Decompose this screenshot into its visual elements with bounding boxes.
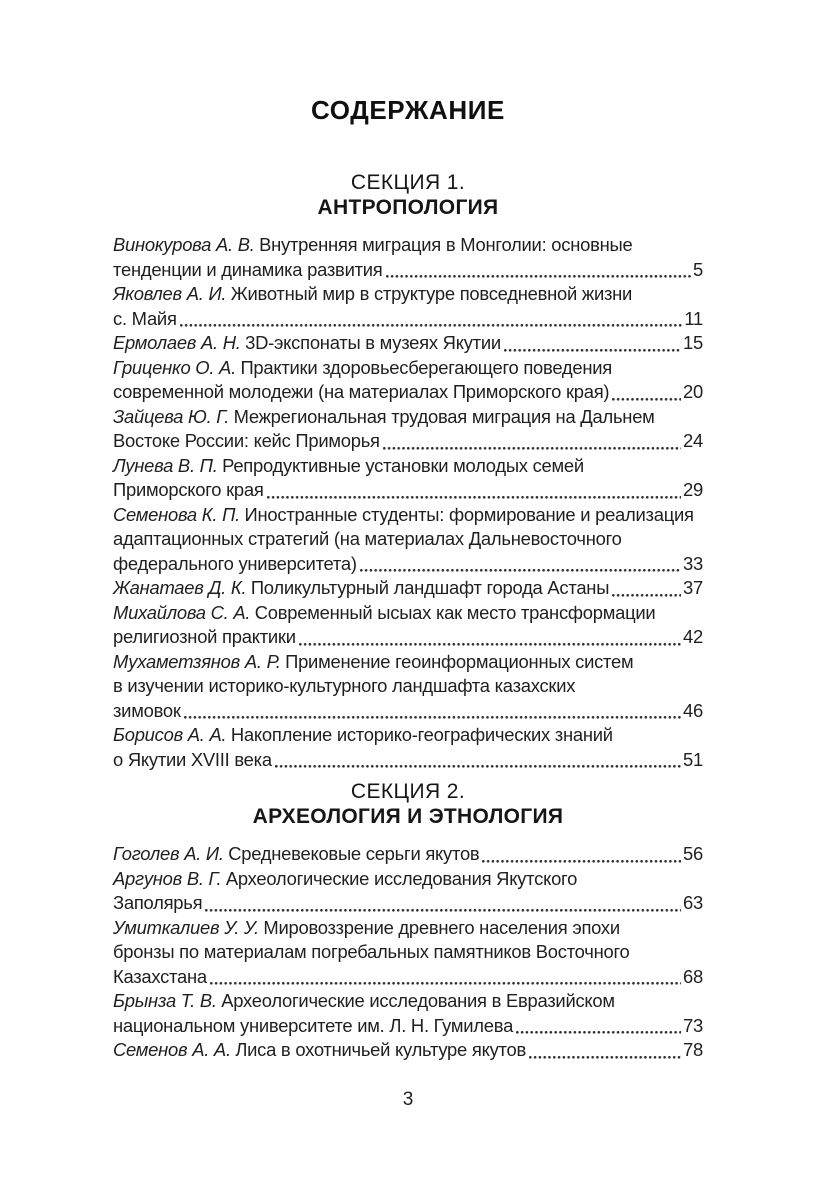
entry-title-text: Мировоззрение древнего населения эпохи <box>263 916 620 938</box>
toc-sections <box>113 170 703 1063</box>
entry-title-text: Иностранные студенты: формирование и реализация <box>244 503 694 525</box>
entry-author: Мухаметзянов А. Р. <box>113 650 281 672</box>
toc-entry-line <box>113 674 703 699</box>
toc-entry-line <box>113 527 703 552</box>
toc-entry <box>113 1038 703 1063</box>
toc-content <box>113 0 703 1190</box>
toc-entry-line <box>113 503 703 528</box>
entry-title-text: Приморского края <box>113 479 264 500</box>
toc-entry-line <box>113 1014 703 1039</box>
toc-entry-line <box>113 429 703 454</box>
toc-entry <box>113 282 703 331</box>
section-title: АРХЕОЛОГИЯ И ЭТНОЛОГИЯ <box>252 805 564 828</box>
entry-author: Борисов А. А. <box>113 724 227 745</box>
entry-author: Гриценко О. А. <box>113 356 236 378</box>
entry-title-text: зимовок <box>113 699 181 721</box>
entry-title-text: Археологические исследования в Евразийском <box>221 990 615 1011</box>
entry-title-text: в изучении историко-культурного ландшафта казахских <box>113 675 576 696</box>
entry-title-text: Востоке России: кейс Приморья <box>113 430 380 451</box>
entry-author: Умиткалиев У. У. <box>113 916 259 938</box>
entry-author: Лунева В. П. <box>113 454 218 476</box>
toc-entry <box>113 503 703 577</box>
entry-author: Винокурова А. В. <box>113 234 255 255</box>
entry-title-text: Животный мир в структуре повседневной жизни <box>230 283 633 304</box>
entry-title-text: Заполярья <box>113 892 203 913</box>
toc-entry-line <box>113 282 703 307</box>
toc-entry <box>113 454 703 503</box>
entry-title-text: Археологические исследования Якутского <box>225 867 578 889</box>
section-number: СЕКЦИЯ 1. <box>350 171 466 194</box>
entry-page-number: 56 <box>683 843 703 864</box>
entry-page-number: 63 <box>683 892 703 913</box>
toc-section <box>113 170 703 772</box>
entry-title-text: религиозной практики <box>113 626 296 647</box>
toc-entry-line <box>113 478 703 503</box>
section-entries <box>113 842 703 1063</box>
dot-leader <box>267 478 681 503</box>
dot-leader <box>180 307 683 332</box>
dot-leader <box>529 1038 681 1063</box>
entry-title-text: Лиса в охотничьей культуре якутов <box>235 1039 526 1060</box>
entry-author: Аргунов В. Г. <box>113 867 222 889</box>
dot-leader <box>504 331 681 356</box>
entry-title-text: Межрегиональная трудовая миграция на Дальнем <box>233 405 655 427</box>
folio-page-number: 3 <box>402 1089 414 1110</box>
dot-leader <box>386 258 692 283</box>
dot-leader <box>482 842 681 867</box>
dot-leader <box>612 576 681 601</box>
toc-entry-line <box>113 625 703 650</box>
entry-title-text: современной молодежи (на материалах Приморского края) <box>113 381 610 402</box>
section-heading <box>113 170 703 220</box>
entry-title-text: Репродуктивные установки молодых семей <box>222 454 584 476</box>
entry-title-text: с. Майя <box>113 307 177 329</box>
toc-entry-line <box>113 380 703 405</box>
toc-entry <box>113 576 703 601</box>
entry-title-text: 3D-экспонаты в музеях Якутии <box>245 332 501 353</box>
toc-section <box>113 779 703 1063</box>
toc-entry-line <box>113 867 703 892</box>
entry-author: Брынза Т. В. <box>113 990 217 1011</box>
section-title: АНТРОПОЛОГИЯ <box>317 196 499 219</box>
toc-entry <box>113 405 703 454</box>
entry-author: Яковлев А. И. <box>113 283 227 304</box>
section-heading <box>113 779 703 829</box>
entry-title-text: Применение геоинформационных систем <box>285 650 634 672</box>
toc-entry <box>113 233 703 282</box>
toc-entry-line <box>113 965 703 990</box>
entry-page-number: 42 <box>683 626 703 647</box>
entry-title-text: национальном университете им. Л. Н. Гумилева <box>113 1014 514 1036</box>
toc-entry-line <box>113 356 703 381</box>
toc-entry-line <box>113 699 703 724</box>
toc-entry-line <box>113 842 703 867</box>
toc-entry-line <box>113 552 703 577</box>
entry-title-text: Современный ысыах как место трансформации <box>254 601 656 623</box>
toc-entry-line <box>113 723 703 748</box>
entry-title-text: адаптационных стратегий (на материалах Дальневосточного <box>113 528 622 549</box>
entry-title-text: Внутренняя миграция в Монголии: основные <box>259 234 633 255</box>
toc-entry-line <box>113 989 703 1014</box>
dot-leader <box>275 748 681 773</box>
entry-title-text: бронзы по материалам погребальных памятников Восточного <box>113 941 630 962</box>
entry-title-text: Казахстана <box>113 965 207 987</box>
toc-entry <box>113 601 703 650</box>
entry-author: Ермолаев А. Н. <box>113 332 241 353</box>
entry-title-text: тенденции и динамика развития <box>113 258 383 280</box>
entry-author: Семенова К. П. <box>113 503 241 525</box>
entry-page-number: 24 <box>683 430 703 451</box>
entry-author: Жанатаев Д. К. <box>113 577 247 598</box>
entry-page-number: 33 <box>683 552 703 574</box>
entry-author: Михайлова С. А. <box>113 601 251 623</box>
entry-author: Зайцева Ю. Г. <box>113 405 230 427</box>
toc-entry-line <box>113 405 703 430</box>
entry-page-number: 78 <box>683 1039 703 1060</box>
entry-title-text: федерального университета) <box>113 552 357 574</box>
section-entries <box>113 233 703 772</box>
toc-entry <box>113 356 703 405</box>
toc-entry-line <box>113 233 703 258</box>
entry-author: Семенов А. А. <box>113 1039 231 1060</box>
toc-entry <box>113 331 703 356</box>
toc-entry-line <box>113 331 703 356</box>
dot-leader <box>205 891 681 916</box>
dot-leader <box>210 965 681 990</box>
entry-page-number: 51 <box>683 748 703 770</box>
toc-entry-line <box>113 307 703 332</box>
section-number: СЕКЦИЯ 2. <box>350 780 466 803</box>
toc-entry <box>113 650 703 724</box>
toc-entry-line <box>113 748 703 773</box>
dot-leader <box>360 552 681 577</box>
dot-leader <box>516 1014 681 1039</box>
toc-entry-line <box>113 940 703 965</box>
toc-entry-line <box>113 1038 703 1063</box>
toc-entry <box>113 867 703 916</box>
dot-leader <box>299 625 681 650</box>
entry-title-text: Накопление историко-географических знаний <box>230 724 613 745</box>
entry-title-text: Практики здоровьесберегающего поведения <box>240 356 613 378</box>
toc-entry <box>113 723 703 772</box>
entry-title-text: о Якутии XVIII века <box>113 748 272 770</box>
dot-leader <box>184 699 681 724</box>
entry-page-number: 46 <box>683 699 703 721</box>
toc-entry <box>113 916 703 990</box>
entry-page-number: 37 <box>683 577 703 598</box>
entry-page-number: 20 <box>683 381 703 402</box>
page-title: СОДЕРЖАНИЕ <box>311 95 505 125</box>
toc-entry-line <box>113 650 703 675</box>
entry-title-text: Средневековые серьги якутов <box>228 843 480 864</box>
toc-entry-line <box>113 891 703 916</box>
toc-entry-line <box>113 258 703 283</box>
toc-entry-line <box>113 454 703 479</box>
toc-entry-line <box>113 601 703 626</box>
entry-page-number: 73 <box>683 1014 703 1036</box>
entry-page-number: 68 <box>683 965 703 987</box>
toc-entry-line <box>113 916 703 941</box>
entry-page-number: 11 <box>684 307 703 329</box>
dot-leader <box>383 429 681 454</box>
entry-title-text: Поликультурный ландшафт города Астаны <box>250 577 610 598</box>
toc-entry-line <box>113 576 703 601</box>
entry-author: Гоголев А. И. <box>113 843 224 864</box>
entry-page-number: 5 <box>693 258 703 280</box>
entry-page-number: 15 <box>683 332 703 353</box>
dot-leader <box>612 380 681 405</box>
toc-entry <box>113 842 703 867</box>
toc-entry <box>113 989 703 1038</box>
entry-page-number: 29 <box>683 479 703 500</box>
